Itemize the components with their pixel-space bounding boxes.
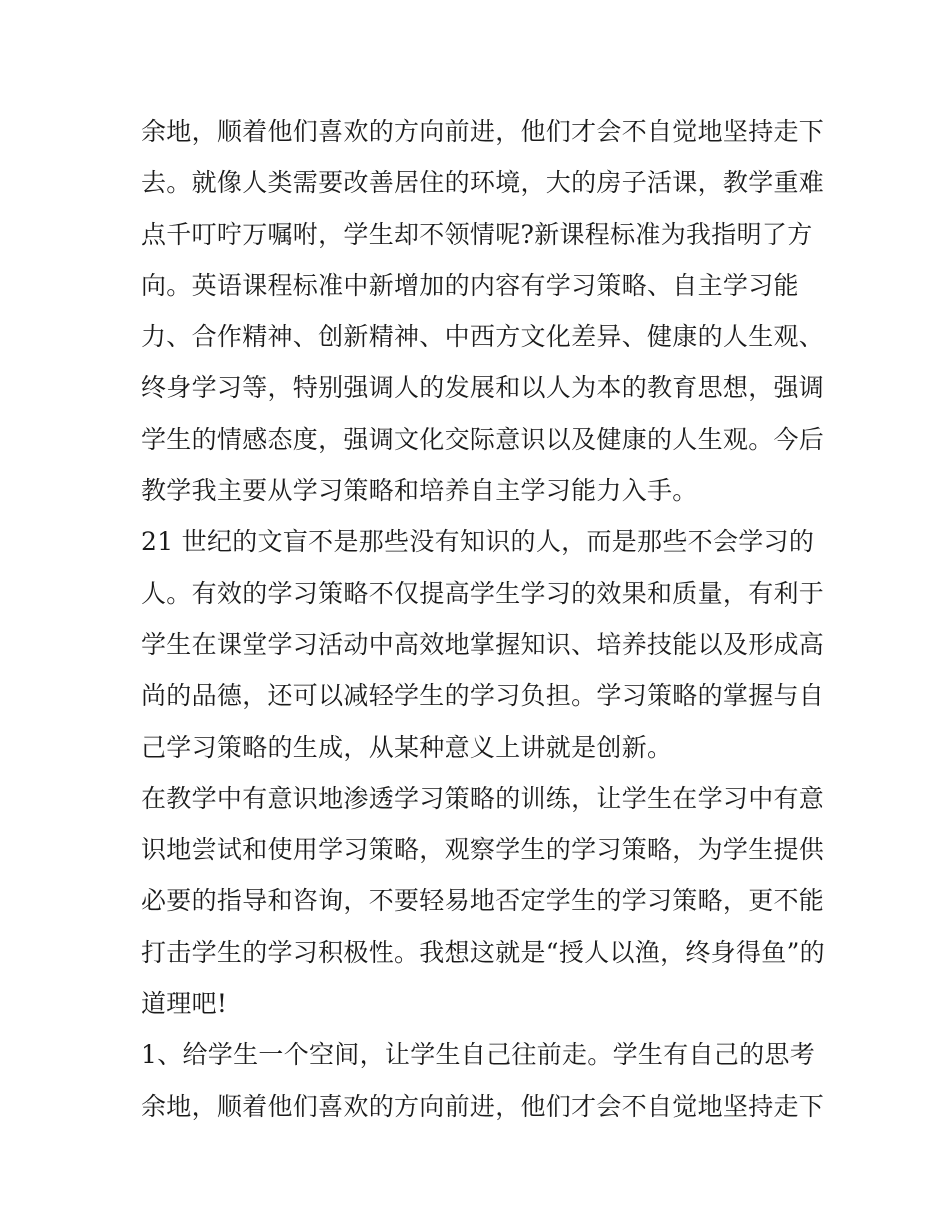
text-line: 去。就像人类需要改善居住的环境，大的房子活课，教学重难 bbox=[141, 168, 825, 198]
text-line: 学生的情感态度，强调文化交际意识以及健康的人生观。今后 bbox=[141, 424, 825, 454]
text-line: 余地，顺着他们喜欢的方向前进，他们才会不自觉地坚持走下 bbox=[141, 1091, 825, 1121]
text-line: 尚的品德，还可以减轻学生的学习负担。学习策略的掌握与自 bbox=[141, 681, 825, 711]
text-line: 在教学中有意识地渗透学习策略的训练，让学生在学习中有意 bbox=[141, 783, 825, 813]
text-line: 力、合作精神、创新精神、中西方文化差异、健康的人生观、 bbox=[141, 322, 825, 352]
text-line: 余地，顺着他们喜欢的方向前进，他们才会不自觉地坚持走下 bbox=[141, 117, 825, 146]
text-line: 学生在课堂学习活动中高效地掌握知识、培养技能以及形成高 bbox=[141, 629, 825, 659]
text-line: 教学我主要从学习策略和培养自主学习能力入手。 bbox=[141, 476, 698, 506]
text-line: 打击学生的学习积极性。我想这就是“授人以渔，终身得鱼”的 bbox=[141, 937, 825, 967]
text-line: 向。英语课程标准中新增加的内容有学习策略、自主学习能 bbox=[141, 270, 799, 300]
text-line: 识地尝试和使用学习策略，观察学生的学习策略，为学生提供 bbox=[141, 835, 825, 865]
text-line: 21 世纪的文盲不是那些没有知识的人，而是那些不会学习的 bbox=[141, 527, 815, 557]
text-line: 必要的指导和咨询，不要轻易地否定学生的学习策略，更不能 bbox=[141, 886, 825, 916]
text-line: 道理吧! bbox=[141, 989, 228, 1019]
text-line: 1、给学生一个空间，让学生自己往前走。学生有自己的思考 bbox=[141, 1040, 816, 1070]
document-body bbox=[141, 106, 825, 1132]
text-line: 终身学习等，特别强调人的发展和以人为本的教育思想，强调 bbox=[141, 373, 825, 403]
text-line: 己学习策略的生成，从某种意义上讲就是创新。 bbox=[141, 732, 673, 762]
text-line: 点千叮咛万嘱咐，学生却不领情呢?新课程标准为我指明了方 bbox=[141, 219, 813, 249]
text-line: 人。有效的学习策略不仅提高学生学习的效果和质量，有利于 bbox=[141, 578, 825, 608]
